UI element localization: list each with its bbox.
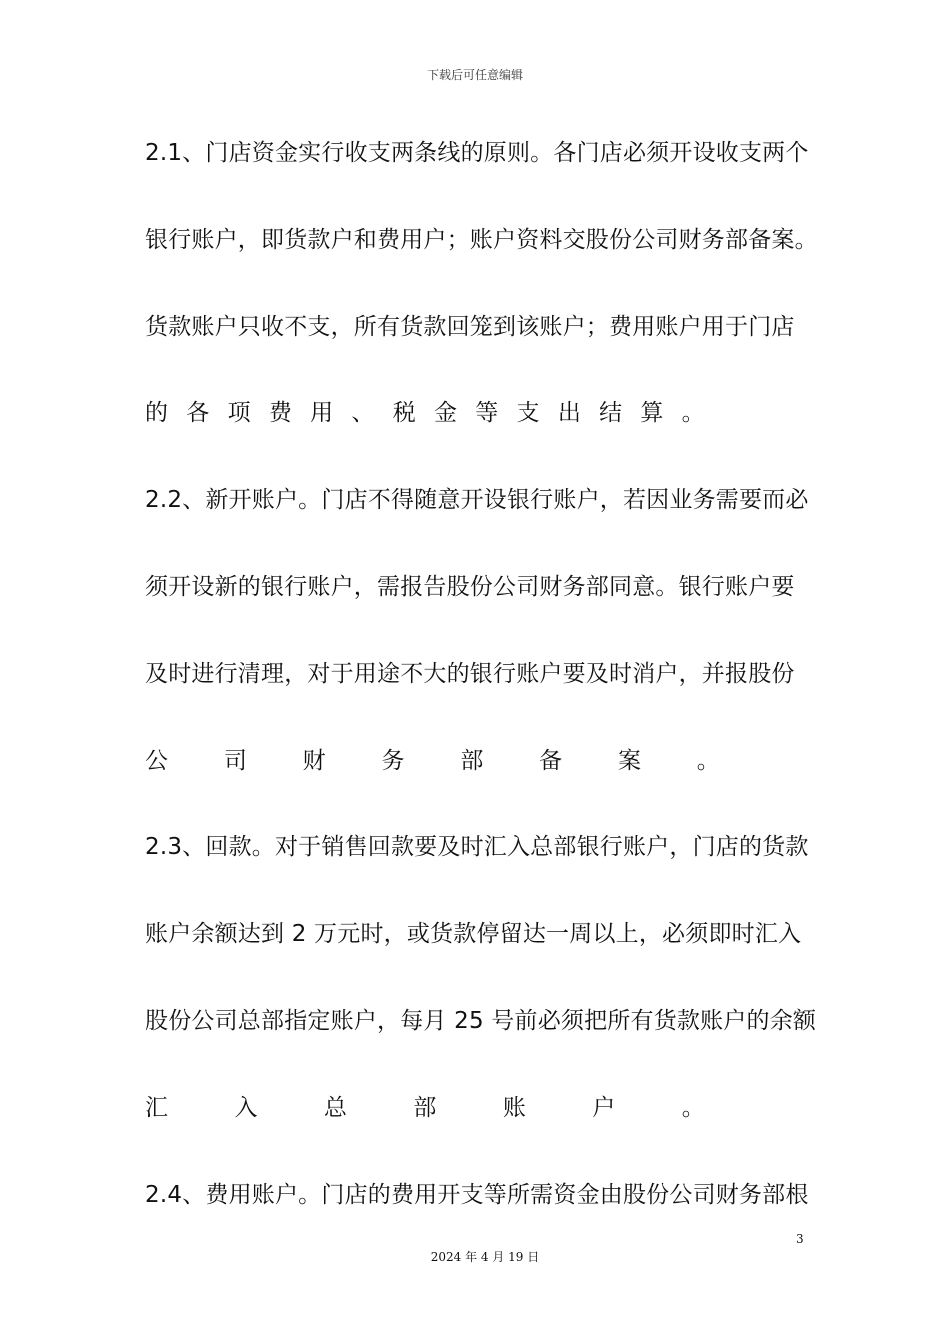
text-line: 及时进行清理，对于用途不大的银行账户要及时消户，并报股份 [145,660,795,687]
text-line: 2.1、门店资金实行收支两条线的原则。各门店必须开设收支两个 [145,140,809,166]
footer-date: 2024 年 4 月 19 日 [430,1250,540,1264]
page-number: 3 [796,1232,804,1246]
justified-line [145,388,705,475]
char: 等 [475,400,499,427]
char: 结 [599,400,623,427]
char: 项 [227,400,251,427]
char: 税 [392,400,416,427]
char: 户 [592,1094,616,1121]
char: 部 [460,747,484,774]
justified-line [145,1083,705,1170]
page-header: 下载后可任意编辑 [426,68,523,82]
char: 部 [413,1094,437,1121]
char: 备 [539,747,563,774]
char: 务 [381,747,405,774]
char: 。 [681,400,705,427]
text-line: 须开设新的银行账户，需报告股份公司财务部同意。银行账户要 [145,573,795,600]
char: 出 [557,400,582,427]
text-line: 2.3、回款。对于销售回款要及时汇入总部银行账户，门店的货款 [145,834,809,861]
char: 。 [696,747,720,774]
char: 算 [640,400,664,427]
char: 金 [433,400,458,427]
char: 各 [186,400,210,427]
text-line: 2.4、费用账户。门店的费用开支等所需资金由股份公司财务部根 [145,1181,809,1208]
char: 汇 [145,1094,169,1121]
char: 公 [145,747,169,774]
char: 总 [323,1094,348,1121]
text-line: 2.2、新开账户。门店不得随意开设银行账户，若因业务需要而必 [145,487,809,514]
char: 用 [310,400,334,427]
text-line: 银行账户，即货款户和费用户；账户资料交股份公司财务部备案。 [145,226,818,253]
char: 账 [502,1094,527,1121]
document-body [145,128,825,1256]
char: 入 [234,1094,258,1121]
text-line: 账户余额达到 2 万元时，或货款停留达一周以上，必须即时汇入 [145,921,802,948]
char: 的 [145,400,169,427]
char: 支 [516,400,540,427]
justified-line [145,736,720,823]
char: 费 [268,400,293,427]
text-line: 货款账户只收不支，所有货款回笼到该账户；费用账户用于门店 [145,313,795,340]
char: 财 [302,747,326,774]
text-line: 股份公司总部指定账户，每月 25 号前必须把所有货款账户的余额 [145,1007,817,1034]
char: 、 [351,400,375,427]
char: 。 [681,1094,705,1121]
char: 案 [617,747,642,774]
char: 司 [223,747,248,774]
